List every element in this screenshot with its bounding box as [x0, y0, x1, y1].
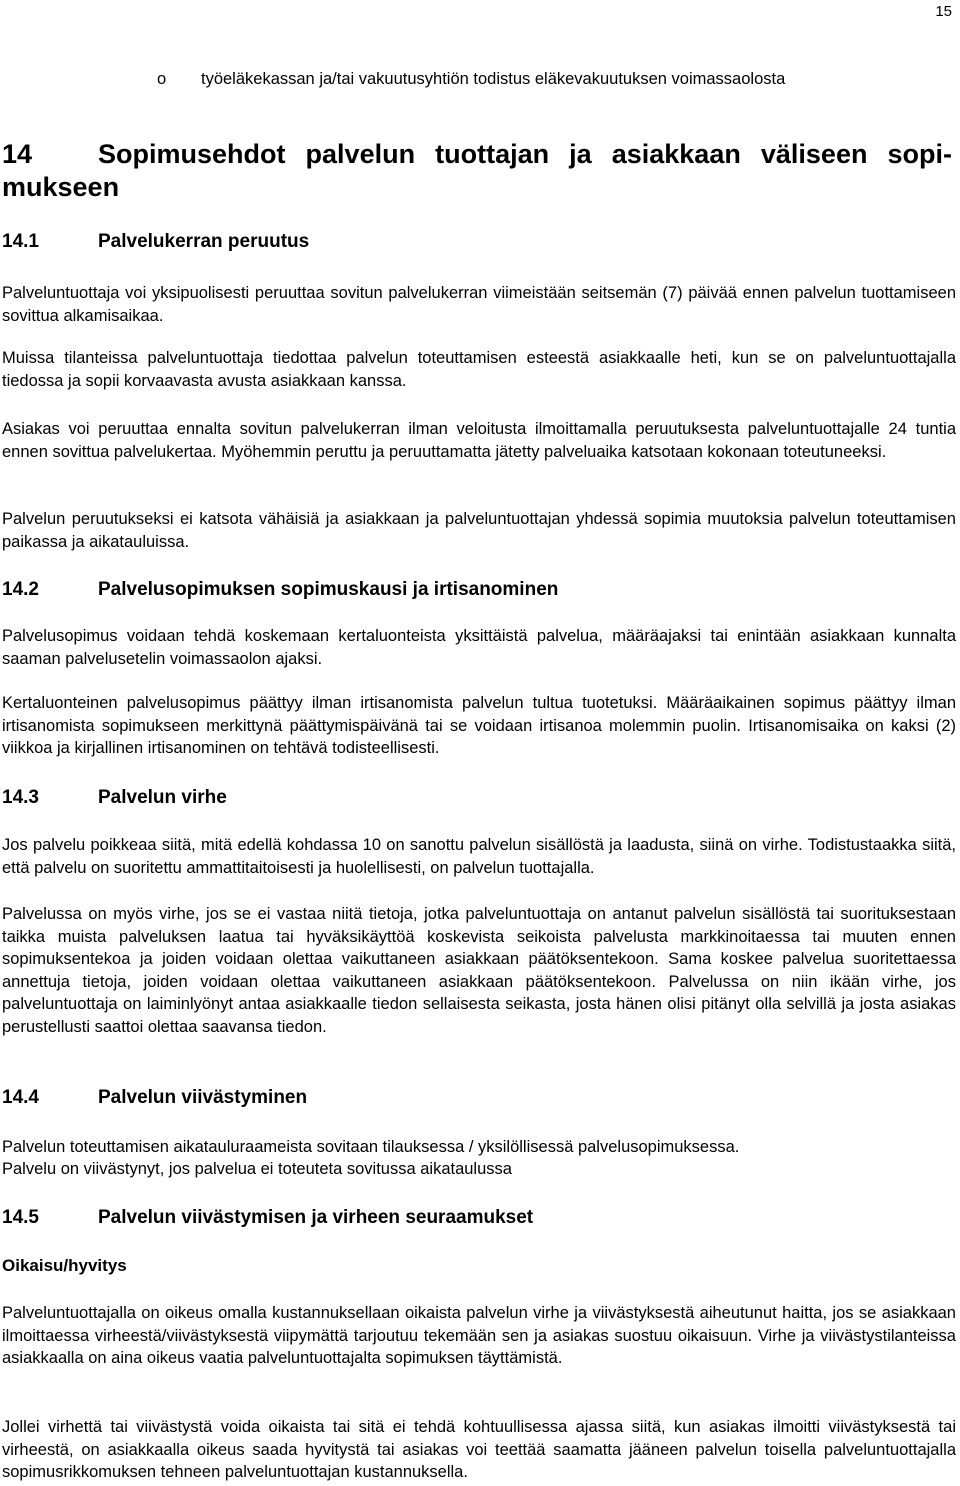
section-14-1-paragraph-4: Palvelun peruutukseksi ei katsota vähäisiä ja asiakkaan ja palveluntuottajan yhdessä sopimia muutoksia palvelun toteuttamisen paikassa ja aikatauluissa.: [2, 510, 956, 551]
section-14-2-title: Palvelusopimuksen sopimuskausi ja irtisanominen: [98, 579, 559, 600]
section-14-5-paragraph-1: Palveluntuottajalla on oikeus omalla kustannuksellaan oikaista palvelun virhe ja viivästyksestä aiheutunut haitta, jos se asiakkaan ilmoittaessa virheestä/viivästyksestä viipymättä tarjoutuu tekemään sen ja asiakas suostuu oikaisuun. Virhe ja viivästystilanteissa asiakkaalla on aina oikeus vaatia palveluntuottajalta sopimuksen täyttämistä.: [2, 1304, 956, 1368]
section-14-2-number: 14.2: [2, 579, 39, 600]
section-14-3-paragraph-2: Palvelussa on myös virhe, jos se ei vastaa niitä tietoja, jotka palveluntuottaja on antanut palvelun sisällöstä tai suorituksestaan taikka muista palveluksen laatua tai hyväksikäyttöä koskevista seikoista palvelusta markkinoitaessa tai muuten ennen sopimuksentekoa ja joiden voidaan olettaa vaikuttaneen asiakkaan päätöksentekoon. Sama koskee palvelua suoritettaessa annettuja tietoja, joiden voidaan olettaa vaikuttaneen asiakkaan päätöksentekoon. Palvelussa on niin ikään virhe, jos palveluntuottaja on laiminlyönyt antaa asiakkaalle tiedon sellaisesta seikasta, josta hänen olisi pitänyt olla selvillä ja josta asiakas perustellusti saattoi olettaa saavansa tiedon.: [2, 905, 956, 1036]
section-14-2-paragraph-2: Kertaluonteinen palvelusopimus päättyy ilman irtisanomista palvelun tultua tuotetuksi. Määräaikainen sopimus päättyy ilman irtisanomista sopimukseen merkittynä päättymispäivänä tai se voidaan irtisanoa molemmin puolin. Irtisanomisaika on kaksi (2) viikkoa ja kirjallinen irtisanominen on tehtävä todisteellisesti.: [2, 694, 956, 758]
section-14-1-number: 14.1: [2, 231, 39, 252]
section-14-4-title: Palvelun viivästyminen: [98, 1087, 308, 1108]
section-14-4-heading: [2, 1086, 956, 1110]
section-14-5-title: Palvelun viivästymisen ja virheen seuraamukset: [98, 1207, 534, 1228]
section-14-5-subheading: Oikaisu/hyvitys: [2, 1256, 127, 1275]
section-14-5-number: 14.5: [2, 1207, 39, 1228]
section-14-heading: [2, 138, 952, 204]
section-14-1-heading: [2, 230, 956, 254]
bullet-item: [157, 68, 937, 90]
section-14-number: 14: [2, 139, 33, 169]
section-14-3-paragraph-1: Jos palvelu poikkeaa siitä, mitä edellä kohdassa 10 on sanottu palvelun sisällöstä ja laadusta, siinä on virhe. Todistustaakka siitä, että palvelu on suoritettu ammattitaitoisesti ja huolellisesti, on palvelun tuottajalla.: [2, 836, 956, 877]
page-number: 15: [935, 3, 952, 20]
bullet-marker: o: [157, 70, 167, 88]
section-14-4-number: 14.4: [2, 1087, 39, 1108]
section-14-1-paragraph-2: Muissa tilanteissa palveluntuottaja tiedottaa palvelun toteuttamisen esteestä asiakkaalle heti, kun se on palveluntuottajalla tiedossa ja sopii korvaavasta avusta asiakkaan kanssa.: [2, 349, 956, 390]
section-14-5-heading: [2, 1206, 956, 1230]
section-14-1-title: Palvelukerran peruutus: [98, 231, 310, 252]
section-14-3-heading: [2, 786, 956, 810]
section-14-4-line-1: Palvelun toteuttamisen aikatauluraameista sovitaan tilauksessa / yksilöllisessä palvelusopimuksessa.: [2, 1138, 740, 1156]
section-14-4-line-2: Palvelu on viivästynyt, jos palvelua ei toteuteta sovitussa aikataulussa: [2, 1160, 512, 1178]
section-14-title: Sopimusehdot palvelun tuottajan ja asiakkaan väliseen sopi-mukseen: [2, 139, 952, 202]
section-14-2-heading: [2, 578, 956, 602]
bullet-text: työeläkekassan ja/tai vakuutusyhtiön todistus eläkevakuutuksen voimassaolosta: [201, 70, 786, 88]
section-14-2-paragraph-1: Palvelusopimus voidaan tehdä koskemaan kertaluonteista yksittäistä palvelua, määräajaksi tai enintään asiakkaan kunnalta saaman palvelusetelin voimassaolon ajaksi.: [2, 627, 956, 668]
section-14-5-paragraph-2: Jollei virhettä tai viivästystä voida oikaista tai sitä ei tehdä kohtuullisessa ajassa siitä, kun asiakas ilmoitti viivästyksestä tai virheestä, on asiakkaalla oikeus saada hyvitystä tai asiakas voi teettää saamatta jääneen palvelun toisella palveluntuottajalla sopimusrikkomuksen tehneen palveluntuottajan kustannuksella.: [2, 1418, 956, 1482]
section-14-3-title: Palvelun virhe: [98, 787, 227, 808]
section-14-1-paragraph-1: Palveluntuottaja voi yksipuolisesti peruuttaa sovitun palvelukerran viimeistään seitsemän (7) päivää ennen palvelun tuottamiseen sovittua alkamisaikaa.: [2, 284, 956, 325]
section-14-1-paragraph-3: Asiakas voi peruuttaa ennalta sovitun palvelukerran ilman veloitusta ilmoittamalla peruutuksesta palveluntuottajalle 24 tuntia ennen sovittua palvelukertaa. Myöhemmin peruttu ja peruuttamatta jätetty palveluaika katsotaan kokonaan toteutuneeksi.: [2, 420, 956, 461]
section-14-3-number: 14.3: [2, 787, 39, 808]
